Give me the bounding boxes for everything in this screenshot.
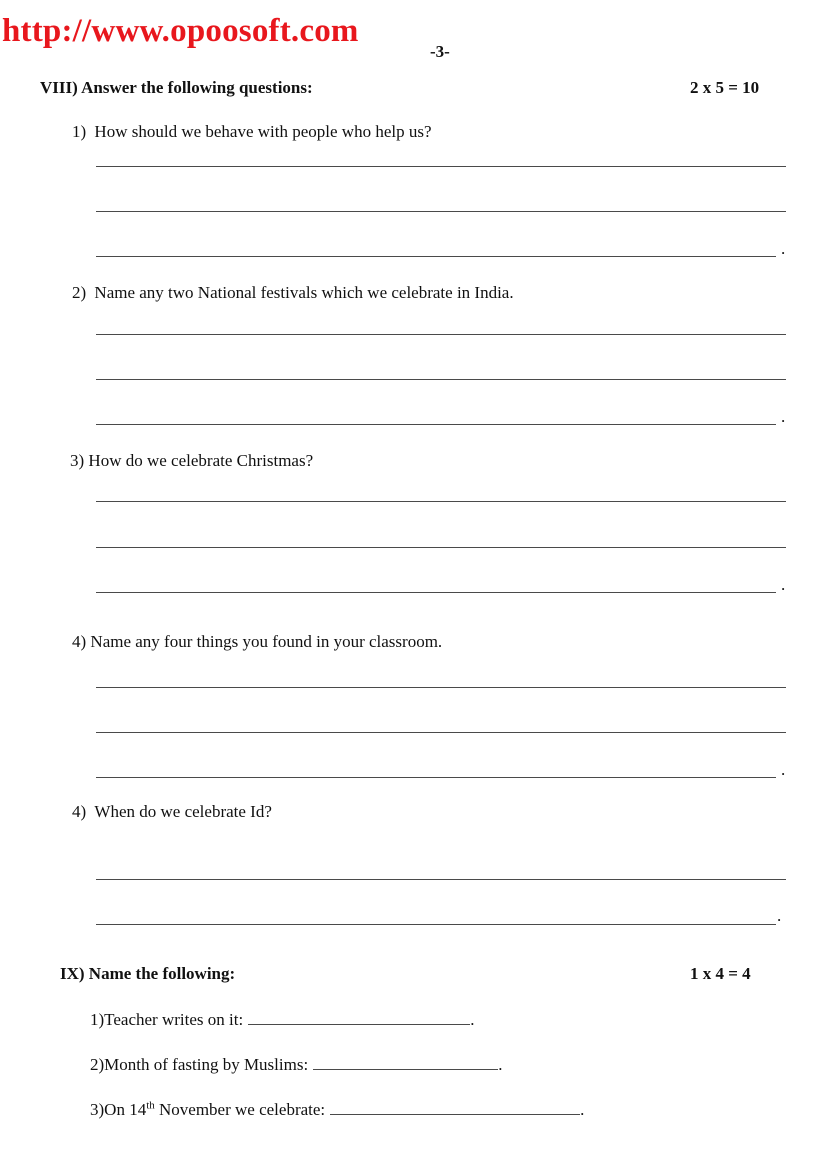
answer-line[interactable] [96,379,786,380]
question-number: 1) [72,122,87,141]
fill-blank[interactable] [330,1099,580,1115]
answer-line[interactable] [96,166,786,167]
line-end-period: . [777,906,782,925]
question-number: 3) [70,451,85,470]
question-4 [72,632,442,652]
section-ix-heading: IX) Name the following: [60,964,236,983]
item-number: 1) [90,1010,105,1029]
section-viii-heading: VIII) Answer the following questions: [40,78,313,97]
answer-line[interactable] [96,592,776,593]
question-text: When do we celebrate Id? [94,802,272,821]
section-viii-marks: 2 x 5 = 10 [690,78,760,97]
answer-line[interactable] [96,256,776,257]
question-5 [72,802,272,822]
section-ix-marks: 1 x 4 = 4 [690,964,751,983]
fill-item-3 [90,1099,584,1120]
line-end-period: . [781,760,786,779]
question-text: How do we celebrate Christmas? [88,451,314,470]
question-3 [70,451,313,471]
item-end: . [580,1100,585,1119]
watermark-url: http://www.opoosoft.com [2,13,359,49]
question-1 [72,122,432,142]
answer-line[interactable] [96,501,786,502]
answer-line[interactable] [96,777,776,778]
line-end-period: . [781,239,786,258]
page-number: -3- [430,42,450,61]
item-text: Teacher writes on it: [104,1010,244,1029]
item-end: . [470,1010,475,1029]
answer-line[interactable] [96,687,786,688]
question-text: Name any two National festivals which we celebrate in India. [94,283,514,302]
line-end-period: . [781,407,786,426]
item-number: 3) [90,1100,105,1119]
answer-line[interactable] [96,879,786,880]
question-number: 4) [72,802,87,821]
answer-line[interactable] [96,424,776,425]
fill-blank[interactable] [248,1009,470,1025]
answer-line[interactable] [96,924,776,925]
question-number: 4) [72,632,87,651]
question-number: 2) [72,283,87,302]
item-text: Month of fasting by Muslims: [104,1055,309,1074]
item-superscript: th [146,1099,155,1112]
line-end-period: . [781,575,786,594]
answer-line[interactable] [96,334,786,335]
fill-item-2 [90,1054,502,1075]
answer-line[interactable] [96,211,786,212]
fill-item-1 [90,1009,474,1030]
question-text: Name any four things you found in your classroom. [90,632,443,651]
question-2 [72,283,514,303]
item-text-after: November we celebrate: [154,1100,326,1119]
question-text: How should we behave with people who help us? [94,122,432,141]
fill-blank[interactable] [313,1054,498,1070]
item-text-before: On 14 [104,1100,147,1119]
item-number: 2) [90,1055,105,1074]
answer-line[interactable] [96,732,786,733]
answer-line[interactable] [96,547,786,548]
item-end: . [498,1055,503,1074]
